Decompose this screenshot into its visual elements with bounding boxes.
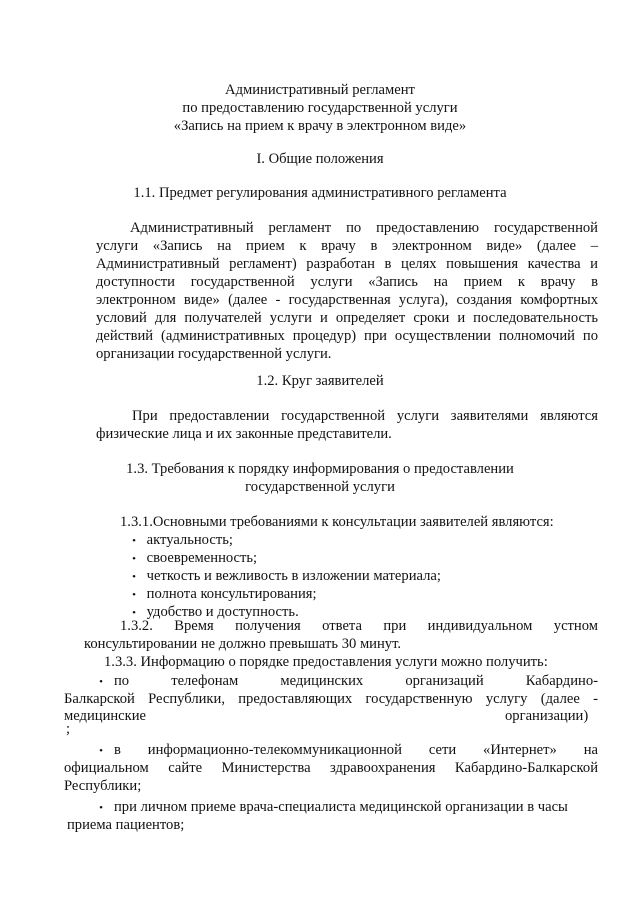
bullet-icon: • (132, 535, 136, 547)
requirement-item (125, 531, 233, 550)
source-phone-line-3-left: медицинские (64, 708, 147, 724)
requirement-item (125, 567, 441, 586)
section-heading: I. Общие положения (256, 151, 384, 167)
para1-line-1: Административный регламент по предоставлению государственной (130, 220, 598, 236)
source-item-personal (92, 798, 110, 817)
bullet-icon: • (132, 607, 136, 619)
requirement-item (125, 549, 257, 568)
source-phone-line-4: ; (66, 721, 71, 737)
para2-line-1: При предоставлении государственной услуги заявителями являются (132, 408, 598, 424)
requirement-text: удобство и доступность. (146, 604, 299, 620)
item-1-3-2-line-2: консультировании не должно превышать 30 минут. (84, 636, 402, 652)
item-1-3-1: 1.3.1.Основными требованиями к консультации заявителей являются: (120, 514, 554, 530)
requirement-item (125, 585, 317, 604)
para1-line-7: действий (административных процедур) при осуществлении полномочий по (96, 328, 598, 344)
bullet-icon: • (132, 553, 136, 565)
source-personal-line-1: при личном приеме врача-специалиста медицинской организации в часы (114, 799, 568, 815)
item-1-3-3: 1.3.3. Информацию о порядке предоставления услуги можно получить: (104, 654, 548, 670)
item-1-3-2-line-1: 1.3.2. Время получения ответа при индивидуальном устном (120, 618, 598, 634)
para1-line-2: услуги «Запись на прием к врачу в электронном виде» (далее – (96, 238, 598, 254)
para2-line-2: физические лица и их законные представители. (96, 426, 392, 442)
subsection-1-3-heading-line-2: государственной услуги (245, 479, 395, 495)
source-phone-line-1: по телефонам медицинских организаций Кабардино- (114, 673, 598, 689)
subsection-1-2-heading: 1.2. Круг заявителей (256, 373, 384, 389)
bullet-icon: • (99, 676, 103, 688)
para1-line-3: Административный регламент) разработан в целях повышения качества и (96, 256, 598, 272)
requirement-text: полнота консультирования; (146, 586, 317, 602)
doc-title-line-2: по предоставлению государственной услуги (182, 100, 458, 116)
source-internet-line-3: Республики; (64, 778, 142, 794)
requirement-text: своевременность; (146, 550, 258, 566)
source-internet-line-1: в информационно-телекоммуникационной сети «Интернет» на (114, 742, 598, 758)
bullet-icon: • (132, 589, 136, 601)
source-item-internet (92, 741, 110, 760)
source-personal-line-2: приема пациентов; (67, 817, 185, 833)
source-phone-line-2: Балкарской Республики, предоставляющих государственную услугу (далее - (64, 691, 598, 707)
subsection-1-1-heading: 1.1. Предмет регулирования административного регламента (133, 185, 507, 201)
para1-line-6: условий для получателей услуги и определяет сроки и последовательность (96, 310, 598, 326)
bullet-icon: • (132, 571, 136, 583)
bullet-icon: • (99, 745, 103, 757)
para1-line-8: организации государственной услуги. (96, 346, 332, 362)
bullet-icon: • (99, 802, 103, 814)
doc-title-line-1: Административный регламент (225, 82, 415, 98)
para1-line-4: доступности государственной услуги «Запись на прием к врачу в (96, 274, 598, 290)
doc-title-line-3: «Запись на прием к врачу в электронном виде» (173, 118, 467, 134)
requirement-text: актуальность; (146, 532, 233, 548)
source-internet-line-2: официальном сайте Министерства здравоохранения Кабардино-Балкарской (64, 760, 598, 776)
subsection-1-3-heading-line-1: 1.3. Требования к порядку информирования о предоставлении (126, 461, 514, 477)
source-phone-line-3-right: организации) (505, 708, 589, 724)
requirement-text: четкость и вежливость в изложении материала; (146, 568, 441, 584)
para1-line-5: электронном виде» (далее - государственная услуга), создания комфортных (96, 292, 598, 308)
